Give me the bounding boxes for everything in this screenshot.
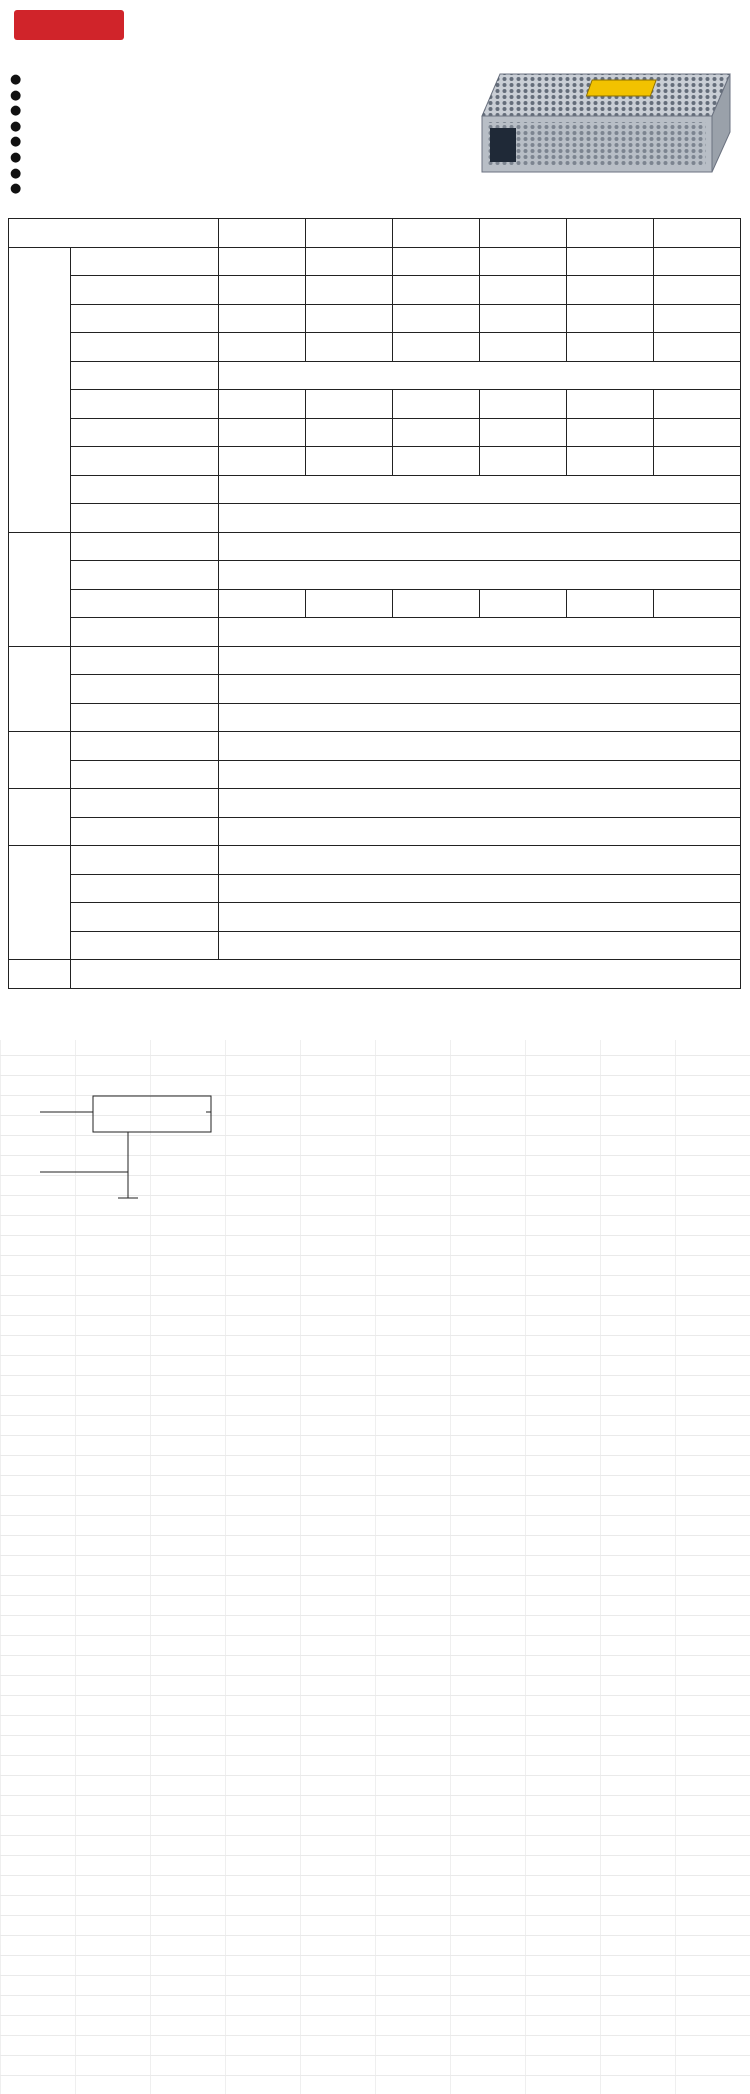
cell bbox=[654, 276, 741, 305]
row-label bbox=[71, 846, 219, 875]
cell bbox=[219, 817, 741, 846]
table-row bbox=[9, 732, 741, 761]
cell bbox=[567, 304, 654, 333]
cell bbox=[219, 390, 306, 419]
product-photo bbox=[480, 64, 738, 184]
table-row bbox=[9, 903, 741, 932]
table-row bbox=[9, 846, 741, 875]
feature-item bbox=[10, 88, 480, 104]
cell bbox=[306, 418, 393, 447]
cell bbox=[306, 304, 393, 333]
table-row bbox=[9, 219, 741, 248]
cell bbox=[219, 703, 741, 732]
cell bbox=[306, 390, 393, 419]
feature-item bbox=[10, 150, 480, 166]
cell bbox=[567, 390, 654, 419]
row-label bbox=[71, 418, 219, 447]
table-row bbox=[9, 304, 741, 333]
table-row bbox=[9, 504, 741, 533]
table-row bbox=[9, 703, 741, 732]
cell bbox=[306, 589, 393, 618]
cell bbox=[219, 874, 741, 903]
cell bbox=[219, 418, 306, 447]
cell bbox=[654, 418, 741, 447]
cell bbox=[306, 333, 393, 362]
table-row bbox=[9, 532, 741, 561]
cell bbox=[480, 247, 567, 276]
table-row bbox=[9, 247, 741, 276]
cell bbox=[306, 447, 393, 476]
cell bbox=[219, 276, 306, 305]
cell bbox=[219, 333, 306, 362]
company-logo bbox=[14, 10, 124, 54]
model-header bbox=[654, 219, 741, 248]
cell bbox=[654, 333, 741, 362]
model-header bbox=[393, 219, 480, 248]
header bbox=[0, 0, 750, 58]
cell bbox=[219, 532, 741, 561]
table-row bbox=[9, 561, 741, 590]
row-label bbox=[71, 475, 219, 504]
cell bbox=[480, 333, 567, 362]
row-label bbox=[71, 675, 219, 704]
cell bbox=[219, 561, 741, 590]
cell bbox=[480, 390, 567, 419]
row-label bbox=[71, 732, 219, 761]
cell bbox=[219, 504, 741, 533]
cell bbox=[219, 789, 741, 818]
row-label bbox=[71, 646, 219, 675]
block-diagram bbox=[0, 1060, 750, 1220]
row-label bbox=[71, 361, 219, 390]
category-note bbox=[9, 960, 71, 989]
row-label bbox=[71, 247, 219, 276]
cell bbox=[393, 247, 480, 276]
cell bbox=[219, 903, 741, 932]
cell bbox=[219, 304, 306, 333]
model-header bbox=[480, 219, 567, 248]
cell bbox=[219, 732, 741, 761]
cell bbox=[567, 589, 654, 618]
row-label bbox=[71, 561, 219, 590]
cell bbox=[219, 475, 741, 504]
row-label bbox=[71, 333, 219, 362]
cell bbox=[393, 447, 480, 476]
row-label bbox=[71, 532, 219, 561]
table-row bbox=[9, 276, 741, 305]
table-header-name bbox=[9, 219, 219, 248]
cell bbox=[480, 447, 567, 476]
cell bbox=[654, 390, 741, 419]
category-protection bbox=[9, 646, 71, 732]
cell bbox=[306, 247, 393, 276]
table-row bbox=[9, 618, 741, 647]
table-row bbox=[9, 874, 741, 903]
table-row bbox=[9, 589, 741, 618]
table-row bbox=[9, 418, 741, 447]
cell bbox=[393, 418, 480, 447]
cell bbox=[654, 304, 741, 333]
table-row bbox=[9, 361, 741, 390]
category-safety bbox=[9, 789, 71, 846]
cell bbox=[393, 276, 480, 305]
row-label bbox=[71, 276, 219, 305]
cell bbox=[480, 418, 567, 447]
cell bbox=[219, 646, 741, 675]
row-label bbox=[71, 703, 219, 732]
table-row bbox=[9, 333, 741, 362]
category-other bbox=[9, 846, 71, 960]
cell bbox=[567, 447, 654, 476]
row-label bbox=[71, 903, 219, 932]
spec-table bbox=[8, 218, 741, 989]
cell bbox=[219, 760, 741, 789]
table-row bbox=[9, 447, 741, 476]
row-label bbox=[71, 760, 219, 789]
row-label bbox=[71, 817, 219, 846]
model-header bbox=[306, 219, 393, 248]
cell bbox=[393, 589, 480, 618]
table-row bbox=[9, 675, 741, 704]
table-row bbox=[9, 931, 741, 960]
row-label bbox=[71, 874, 219, 903]
cell bbox=[393, 390, 480, 419]
cell bbox=[393, 333, 480, 362]
cell bbox=[219, 931, 741, 960]
row-label bbox=[71, 390, 219, 419]
row-label bbox=[71, 618, 219, 647]
feature-item bbox=[10, 166, 480, 182]
cell bbox=[219, 247, 306, 276]
cell bbox=[219, 675, 741, 704]
feature-list bbox=[10, 72, 480, 197]
row-label bbox=[71, 304, 219, 333]
cell bbox=[219, 589, 306, 618]
cell bbox=[480, 589, 567, 618]
table-row bbox=[9, 789, 741, 818]
cell bbox=[219, 361, 741, 390]
table-row bbox=[9, 646, 741, 675]
cell bbox=[567, 333, 654, 362]
row-label bbox=[71, 931, 219, 960]
cell bbox=[567, 247, 654, 276]
cell bbox=[567, 276, 654, 305]
feature-item bbox=[10, 103, 480, 119]
row-label bbox=[71, 589, 219, 618]
logo-badge bbox=[14, 10, 124, 40]
row-label bbox=[71, 789, 219, 818]
table-row bbox=[9, 760, 741, 789]
cell bbox=[219, 618, 741, 647]
cell bbox=[654, 447, 741, 476]
feature-item bbox=[10, 119, 480, 135]
table-row bbox=[9, 817, 741, 846]
feature-item bbox=[10, 72, 480, 88]
feature-item bbox=[10, 134, 480, 150]
table-row bbox=[9, 390, 741, 419]
cell bbox=[480, 276, 567, 305]
category-environment bbox=[9, 732, 71, 789]
model-header bbox=[219, 219, 306, 248]
cell bbox=[567, 418, 654, 447]
cell bbox=[393, 304, 480, 333]
model-header bbox=[567, 219, 654, 248]
cell bbox=[654, 247, 741, 276]
cell bbox=[480, 304, 567, 333]
row-label bbox=[71, 447, 219, 476]
feature-item bbox=[10, 181, 480, 197]
table-row bbox=[9, 960, 741, 989]
cell bbox=[306, 276, 393, 305]
category-output bbox=[9, 247, 71, 532]
row-label bbox=[71, 504, 219, 533]
note-cell bbox=[71, 960, 741, 989]
cell bbox=[219, 846, 741, 875]
cell bbox=[219, 447, 306, 476]
cell bbox=[654, 589, 741, 618]
table-row bbox=[9, 475, 741, 504]
category-input bbox=[9, 532, 71, 646]
